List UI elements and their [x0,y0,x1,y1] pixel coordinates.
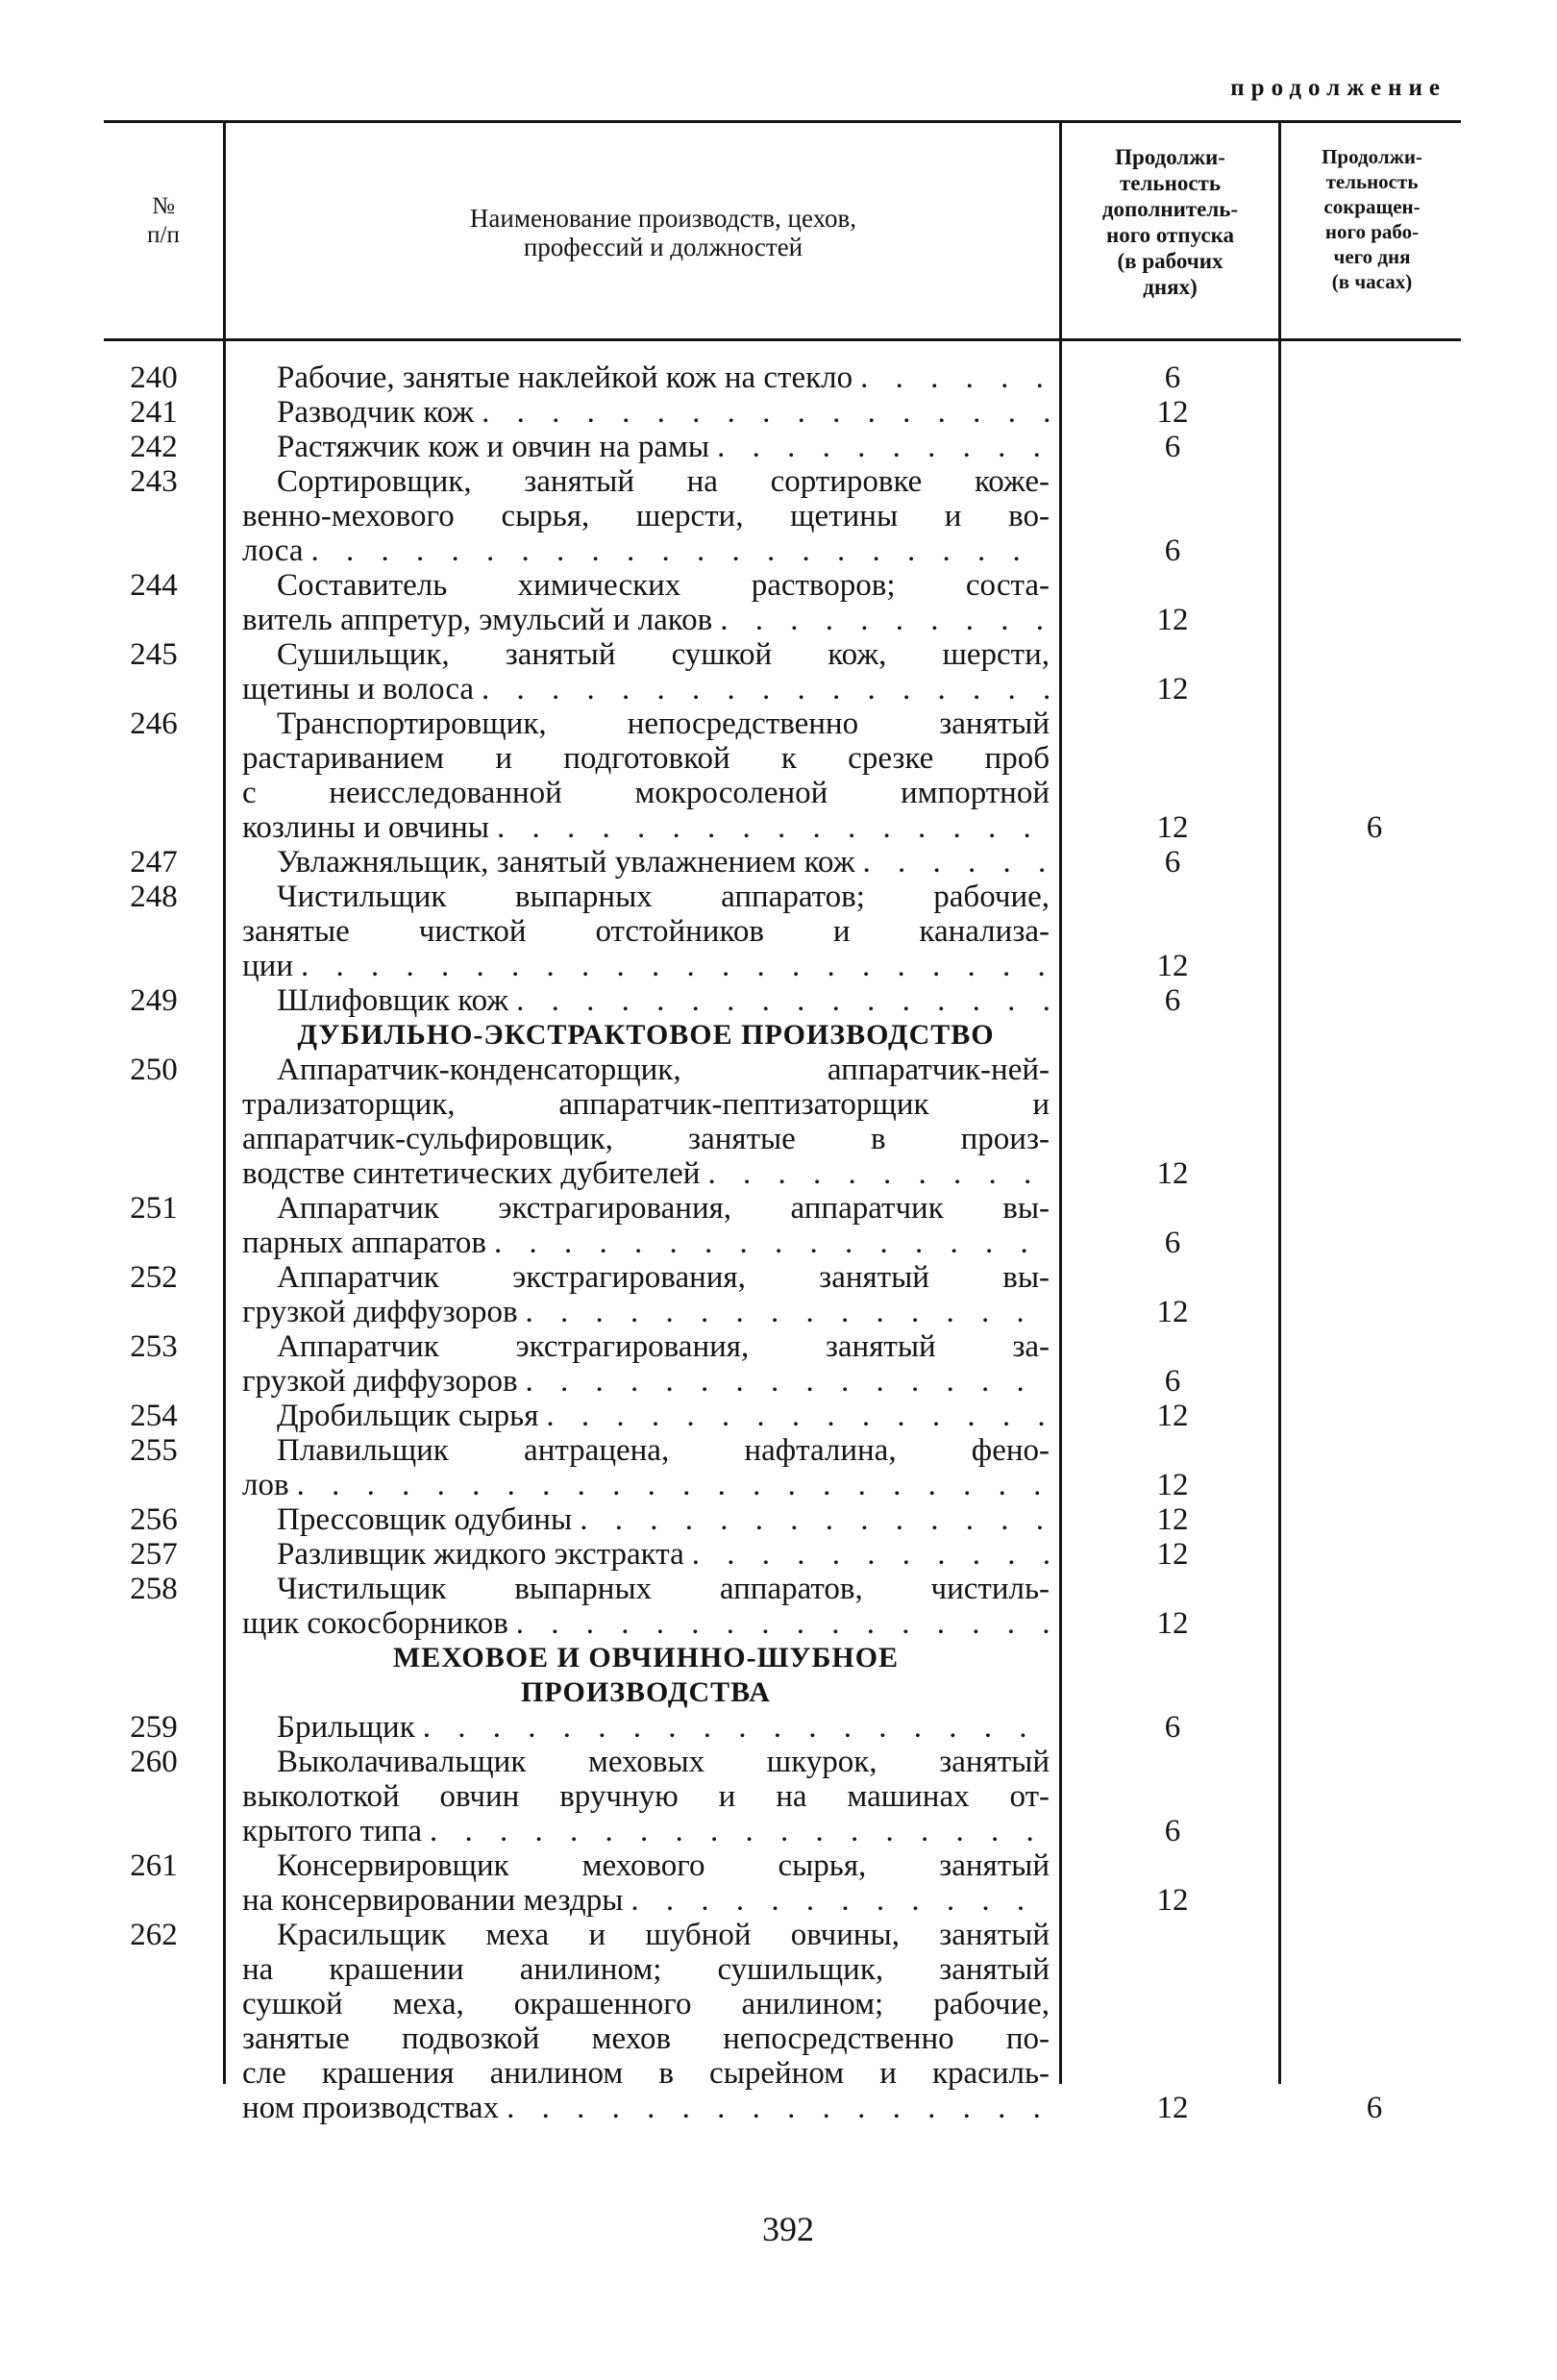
row-number: 249 [130,983,178,1018]
row-short-day: 6 [1366,2091,1383,2125]
row-number: 251 [130,1191,178,1226]
row-name-line [242,430,1050,464]
row-extra-leave: 12 [1156,810,1189,845]
row-number: 252 [130,1260,178,1295]
row-name-line [242,1606,1050,1641]
dot-leader [415,1710,1050,1745]
row-name-line [242,845,1050,880]
row-extra-leave: 6 [1164,533,1181,568]
row-name-line: растариванием и подготовкой к срезке проб [242,741,1050,776]
dot-leader [486,1226,1050,1260]
section-heading: ДУБИЛЬНО-ЭКСТРАКТОВОЕ ПРОИЗВОДСТВО [297,1019,995,1051]
row-number: 248 [130,880,178,914]
row-name [242,637,1050,707]
dot-leader [538,1399,1050,1433]
row-name-line: с неисследованной мокросоленой импортной [242,776,1050,810]
row-name-text: козлины и овчины [242,810,489,845]
row-number: 260 [130,1745,178,1779]
row-name-line [242,1295,1050,1329]
row-name-line: Аппаратчик экстрагирования, занятый за- [277,1329,1050,1364]
row-extra-leave: 12 [1156,672,1189,707]
row-name-line: занятые подвозкой мехов непосредственно по- [242,2021,1050,2056]
dot-leader [293,949,1050,983]
header-leave-line: Продолжи- [1115,145,1225,169]
row-number: 240 [130,360,178,395]
dot-leader [684,1537,1050,1572]
row-name [242,395,1050,430]
row-name-line [242,1710,1050,1745]
row-extra-leave: 12 [1156,1883,1189,1918]
row-name [242,707,1050,845]
row-name [242,1537,1050,1572]
dot-leader [289,1468,1050,1502]
row-name-line: на крашении анилином; сушильщик, занятый [242,1952,1050,1987]
dot-leader [508,1606,1050,1641]
header-day-line: сокращен- [1323,195,1421,218]
row-name [242,1260,1050,1329]
row-name-line: Выколачивальщик меховых шкурок, занятый [277,1745,1050,1779]
row-name-line [242,949,1050,983]
row-extra-leave: 12 [1156,1606,1189,1641]
row-name-text: Дробильщик сырья [277,1399,539,1433]
header-name-line: Наименование производств, цехов, [469,204,857,233]
dot-leader [499,2091,1050,2125]
row-name-text: лов [242,1468,289,1502]
row-extra-leave: 6 [1164,1814,1181,1848]
row-name-line [242,1226,1050,1260]
row-name-line: Красильщик меха и шубной овчины, занятый [277,1918,1050,1952]
row-number: 254 [130,1399,178,1433]
dot-leader [572,1502,1050,1537]
row-extra-leave: 12 [1156,1502,1189,1537]
dot-leader [489,810,1050,845]
dot-leader [304,533,1050,568]
row-extra-leave: 6 [1164,845,1181,880]
dot-leader [422,1814,1050,1848]
row-name-line: Аппаратчик экстрагирования, занятый вы- [277,1260,1050,1295]
row-name-line: аппаратчик-сульфировщик, занятые в произ- [242,1122,1050,1156]
row-extra-leave: 12 [1156,1537,1189,1572]
row-extra-leave: 6 [1164,360,1181,395]
row-name-text: Шлифовщик кож [277,983,509,1018]
row-name [242,880,1050,983]
row-name-line: выколоткой овчин вручную и на машинах от- [242,1779,1050,1814]
row-name-line [242,1156,1050,1191]
row-name-text: ции [242,949,293,983]
row-extra-leave: 6 [1164,983,1181,1018]
row-number: 262 [130,1918,178,1952]
row-name-line [242,603,1050,637]
header-leave-line: днях) [1143,275,1198,299]
row-name-line [242,2091,1050,2125]
row-name [242,1329,1050,1399]
row-name-text: Разводчик кож [277,395,475,430]
header-leave-line: ного отпуска [1105,223,1235,247]
section-heading: ПРОИЗВОДСТВА [521,1676,771,1708]
row-name-line: Аппаратчик экстрагирования, аппаратчик вы- [277,1191,1050,1226]
row-name [242,1053,1050,1191]
row-name [242,1191,1050,1260]
row-name [242,845,1050,880]
dot-leader [623,1883,1050,1918]
row-name-line [242,533,1050,568]
row-extra-leave: 6 [1164,430,1181,464]
header-name-line: профессий и должностей [523,233,803,261]
row-extra-leave: 12 [1156,949,1189,983]
row-name [242,1399,1050,1433]
row-extra-leave: 6 [1164,1364,1181,1399]
row-name-line [242,360,1050,395]
dot-leader [700,1156,1050,1191]
row-name-text: Рабочие, занятые наклейкой кож на стекло [277,360,853,395]
header-leave-line: (в рабочих [1117,249,1223,273]
row-name-line [242,672,1050,707]
dot-leader [508,983,1050,1018]
row-number: 244 [130,568,178,603]
row-name-text: щик сокосборников [242,1606,508,1641]
dot-leader [518,1364,1050,1399]
row-name-text: грузкой диффузоров [242,1364,518,1399]
row-name [242,1745,1050,1848]
row-name-line [242,1537,1050,1572]
row-name-text: парных аппаратов [242,1226,486,1260]
row-name-text: грузкой диффузоров [242,1295,518,1329]
row-name-line [242,1364,1050,1399]
row-extra-leave: 6 [1164,1226,1181,1260]
row-name [242,1433,1050,1502]
row-name-line: Чистильщик выпарных аппаратов, чистиль- [277,1572,1050,1606]
row-name-line: занятые чисткой отстойников и канализа- [242,914,1050,949]
row-name-text: витель аппретур, эмульсий и лаков [242,603,713,637]
row-number: 242 [130,430,178,464]
row-extra-leave: 6 [1164,1710,1181,1745]
row-name-text: Растяжчик кож и овчин на рамы [277,430,710,464]
dot-leader [853,360,1050,395]
row-name-line [242,1502,1050,1537]
row-extra-leave: 12 [1156,1468,1189,1502]
row-name-line [242,1814,1050,1848]
row-name-line: сле крашения анилином в сырейном и красиль- [242,2056,1050,2091]
row-name-text: ном производствах [242,2091,500,2125]
row-extra-leave: 12 [1156,395,1189,430]
header-leave-line: дополнитель- [1101,197,1239,221]
row-name [242,568,1050,637]
row-name-line: Консервировщик мехового сырья, занятый [277,1848,1050,1883]
dot-leader [518,1295,1050,1329]
dot-leader [712,603,1050,637]
row-number: 258 [130,1572,178,1606]
row-name-line [242,1883,1050,1918]
row-name-line: Транспортировщик, непосредственно занятый [277,707,1050,741]
row-extra-leave: 12 [1156,2091,1189,2125]
row-name-line: сушкой меха, окрашенного анилином; рабочие, [242,1987,1050,2021]
row-name [242,430,1050,464]
row-number: 259 [130,1710,178,1745]
row-name-line: венно-мехового сырья, шерсти, щетины и во- [242,499,1050,533]
row-number: 247 [130,845,178,880]
row-name [242,464,1050,568]
row-number: 255 [130,1433,178,1468]
row-number: 257 [130,1537,178,1572]
row-name-text: щетины и волоса [242,672,475,707]
header-day-line: (в часах) [1331,270,1413,293]
row-number: 245 [130,637,178,672]
header-leave-line: тельность [1120,171,1221,195]
dot-leader [474,672,1050,707]
row-number: 256 [130,1502,178,1537]
row-name-line: Аппаратчик-конденсаторщик, аппаратчик-ней- [277,1053,1050,1087]
row-name-text: на консервировании мездры [242,1883,624,1918]
row-name-line: трализаторщик, аппаратчик-пептизаторщик и [242,1087,1050,1122]
row-extra-leave: 12 [1156,1156,1189,1191]
row-name-line [242,983,1050,1018]
row-name-line: Сортировщик, занятый на сортировке коже- [277,464,1050,499]
row-name-line: Сушильщик, занятый сушкой кож, шерсти, [277,637,1050,672]
row-name-line: Чистильщик выпарных аппаратов; рабочие, [277,880,1050,914]
page-number: 392 [762,2210,814,2248]
row-number: 253 [130,1329,178,1364]
row-name-line [242,1468,1050,1502]
section-heading: МЕХОВОЕ И ОВЧИННО-ШУБНОЕ [392,1642,900,1673]
row-name [242,1848,1050,1918]
dot-leader [709,430,1050,464]
header-number-line: № [152,193,175,219]
row-name-text: Увлажняльщик, занятый увлажнением кож [277,845,855,880]
row-number: 243 [130,464,178,499]
header-number-line: п/п [147,222,180,248]
row-name [242,983,1050,1018]
row-name [242,1918,1050,2125]
header-day-line: ного рабо- [1324,220,1420,243]
header-day-line: Продолжи- [1322,145,1422,168]
row-name [242,1502,1050,1537]
continuation-label: продолжение [1230,75,1446,101]
row-number: 241 [130,395,178,430]
row-extra-leave: 12 [1156,603,1189,637]
row-name-line: Составитель химических растворов; соста- [277,568,1050,603]
row-name [242,1710,1050,1745]
dot-leader [855,845,1050,880]
row-name-line [242,810,1050,845]
row-name-line [242,395,1050,430]
row-name [242,1572,1050,1641]
header-day-line: чего дня [1333,245,1411,268]
row-name-line [242,1399,1050,1433]
row-number: 250 [130,1053,178,1087]
row-extra-leave: 12 [1156,1295,1189,1329]
row-number: 246 [130,707,178,741]
row-name-text: Брильщик [277,1710,415,1745]
row-extra-leave: 12 [1156,1399,1189,1433]
row-name-text: Прессовщик одубины [277,1502,573,1537]
row-name-text: лоса [242,533,304,568]
row-name-text: крытого типа [242,1814,423,1848]
row-number: 261 [130,1848,178,1883]
header-day-line: тельность [1325,170,1419,193]
row-short-day: 6 [1366,810,1383,845]
row-name-line: Плавильщик антрацена, нафталина, фено- [277,1433,1050,1468]
row-name [242,360,1050,395]
row-name-text: водстве синтетических дубителей [242,1156,701,1191]
row-name-text: Разливщик жидкого экстракта [277,1537,684,1572]
dot-leader [474,395,1050,430]
